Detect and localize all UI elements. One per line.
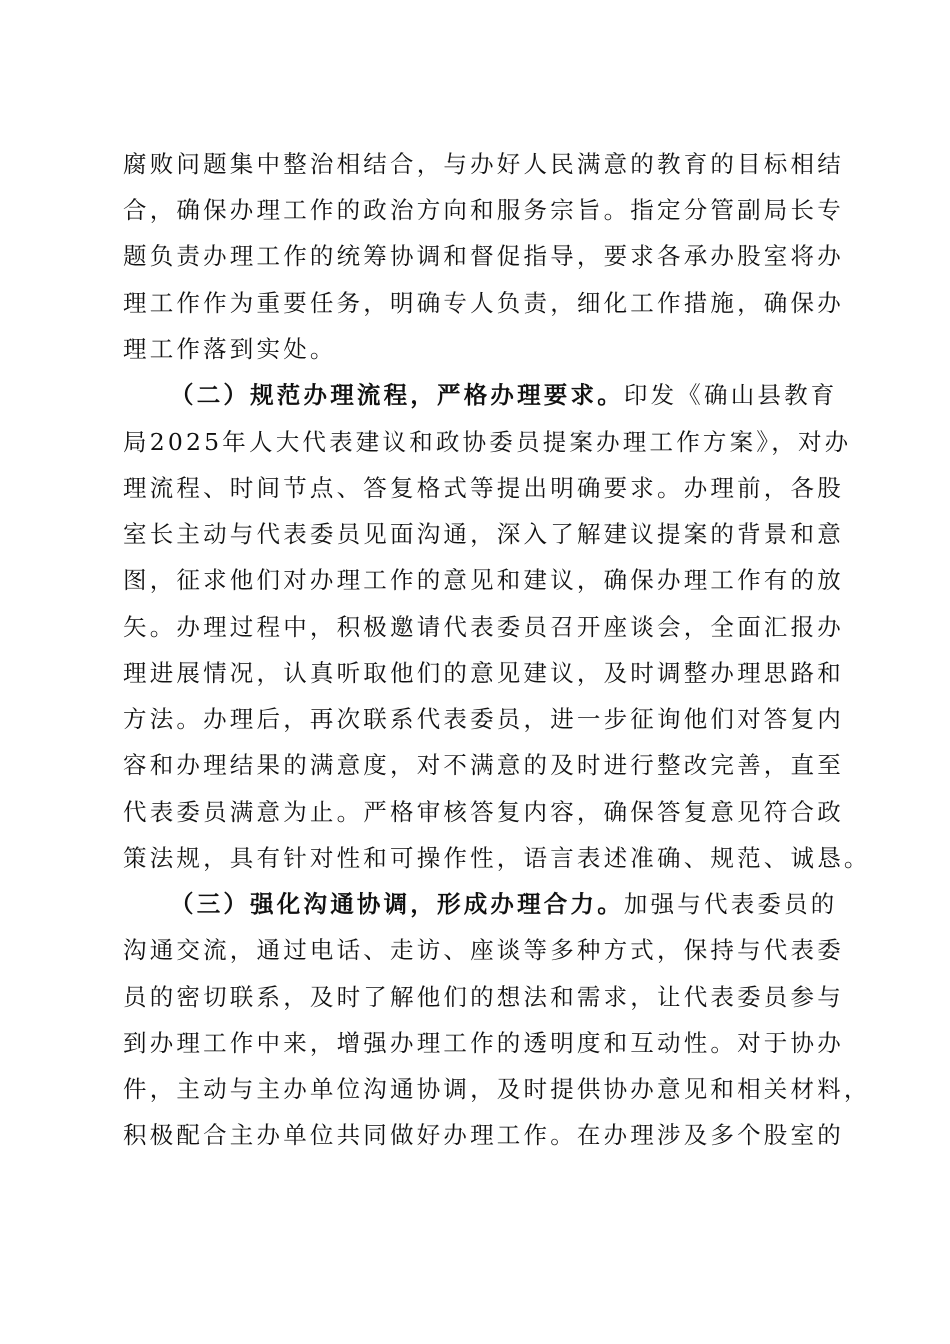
para2-line-2: 局2025年人大代表建议和政协委员提案办理工作方案》，对办 bbox=[123, 428, 852, 456]
para2-line-1 bbox=[170, 380, 838, 410]
para2-line-3: 理流程、时间节点、答复格式等提出明确要求。办理前，各股 bbox=[123, 474, 844, 502]
para2-line-8: 方法。办理后，再次联系代表委员，进一步征询他们对答复内 bbox=[123, 705, 844, 733]
para2-first-line-rest: 印发《确山县教育 bbox=[623, 381, 838, 409]
para2-line-7: 理进展情况，认真听取他们的意见建议，及时调整办理思路和 bbox=[123, 659, 844, 687]
para2-line-5: 图，征求他们对办理工作的意见和建议，确保办理工作有的放 bbox=[123, 566, 844, 594]
para3-line-5: 件，主动与主办单位沟通协调，及时提供协办意见和相关材料， bbox=[123, 1075, 871, 1103]
para3-line-4: 到办理工作中来，增强办理工作的透明度和互动性。对于协办 bbox=[123, 1029, 844, 1057]
para3-line-6: 积极配合主办单位共同做好办理工作。在办理涉及多个股室的 bbox=[123, 1121, 844, 1149]
para2-heading: （二）规范办理流程，严格办理要求。 bbox=[170, 381, 624, 409]
para2-line-10: 代表委员满意为止。严格审核答复内容，确保答复意见符合政 bbox=[123, 798, 844, 826]
para3-first-line-rest: 加强与代表委员的 bbox=[623, 890, 838, 918]
para1-line-5: 理工作落到实处。 bbox=[123, 335, 337, 363]
para3-line-2: 沟通交流，通过电话、走访、座谈等多种方式，保持与代表委 bbox=[123, 936, 844, 964]
para3-line-1 bbox=[170, 889, 838, 919]
para2-line-11: 策法规，具有针对性和可操作性，语言表述准确、规范、诚恳。 bbox=[123, 844, 871, 872]
para1-line-4: 理工作作为重要任务，明确专人负责，细化工作措施，确保办 bbox=[123, 289, 844, 317]
para2-line-6: 矢。办理过程中，积极邀请代表委员召开座谈会，全面汇报办 bbox=[123, 613, 844, 641]
para2-line-9: 容和办理结果的满意度，对不满意的及时进行整改完善，直至 bbox=[123, 751, 844, 779]
para2-line-4: 室长主动与代表委员见面沟通，深入了解建议提案的背景和意 bbox=[123, 520, 844, 548]
para3-line-3: 员的密切联系，及时了解他们的想法和需求，让代表委员参与 bbox=[123, 983, 844, 1011]
para3-heading: （三）强化沟通协调，形成办理合力。 bbox=[170, 890, 624, 918]
para1-line-2: 合，确保办理工作的政治方向和服务宗旨。指定分管副局长专 bbox=[123, 196, 844, 224]
para1-line-1: 腐败问题集中整治相结合，与办好人民满意的教育的目标相结 bbox=[123, 150, 844, 178]
para1-line-3: 题负责办理工作的统筹协调和督促指导，要求各承办股室将办 bbox=[123, 242, 844, 270]
